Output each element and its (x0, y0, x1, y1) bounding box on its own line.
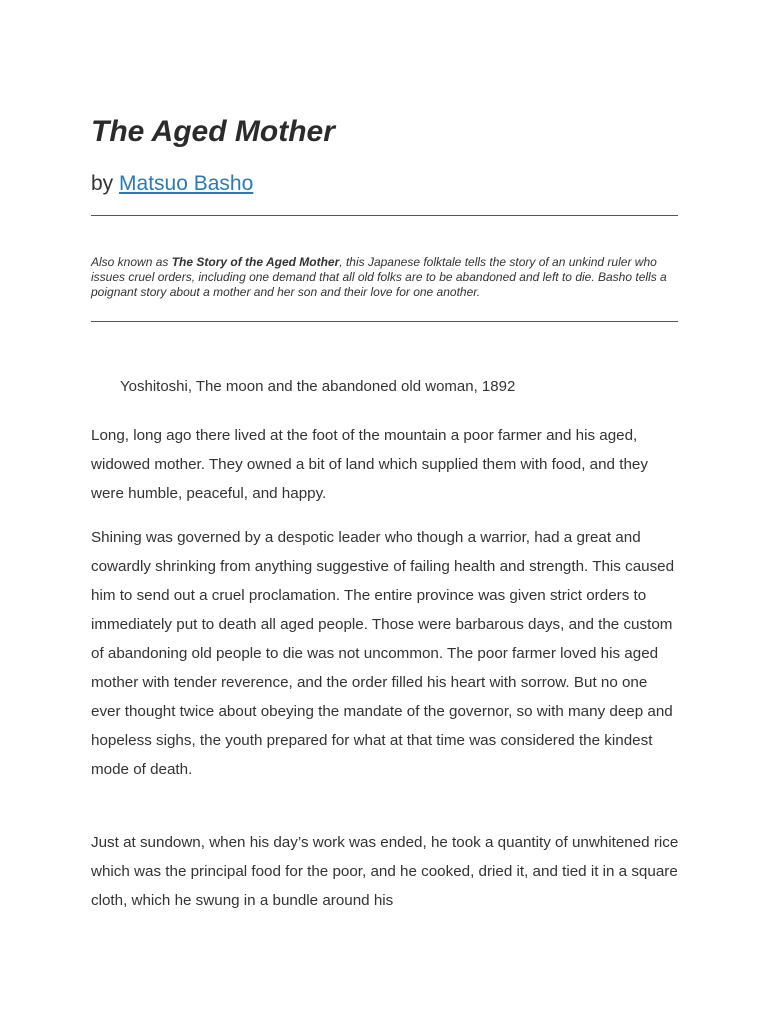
body-paragraph-2: Shining was governed by a despotic leader who though a warrior, had a great and cowardly shrinking from anything suggestive of failing health and strength. This caused him to send out a cruel proclamation. The entire province was given strict orders to immediately put to death all aged people. Those were barbarous days, and the custom of abandoning old people to die was not uncommon. The poor farmer loved his aged mother with tender reverence, and the order filled his heart with sorrow. But no one ever thought twice about obeying the mandate of the governor, so with many deep and hopeless sighs, the youth prepared for what at that time was considered the kindest mode of death. (91, 529, 675, 778)
divider-bottom (91, 321, 678, 322)
byline (91, 170, 253, 198)
image-caption: Yoshitoshi, The moon and the abandoned old woman, 1892 (120, 378, 516, 395)
intro-summary (91, 255, 671, 300)
author-link[interactable]: Matsuo Basho (119, 172, 254, 195)
intro-suffix: , this Japanese folktale tells the story of an unkind ruler who issues cruel orders, including one demand that all old folks are to be abandoned and left to die. Basho tells a poignant story about a mother and her son and their love for one another. (91, 255, 667, 299)
intro-bold-title: The Story of the Aged Mother (171, 255, 340, 269)
intro-prefix: Also known as (91, 255, 172, 269)
divider-top (91, 215, 678, 216)
body-paragraph-3: Just at sundown, when his day’s work was ended, he took a quantity of unwhitened rice which was the principal food for the poor, and he cooked, dried it, and tied it in a square cloth, which he swung in a bundle around his (91, 834, 679, 909)
byline-prefix: by (91, 172, 120, 195)
page-title: The Aged Mother (91, 115, 335, 148)
body-paragraph-1: Long, long ago there lived at the foot of the mountain a poor farmer and his aged, widowed mother. They owned a bit of land which supplied them with food, and they were humble, peaceful, and happy. (91, 427, 648, 502)
